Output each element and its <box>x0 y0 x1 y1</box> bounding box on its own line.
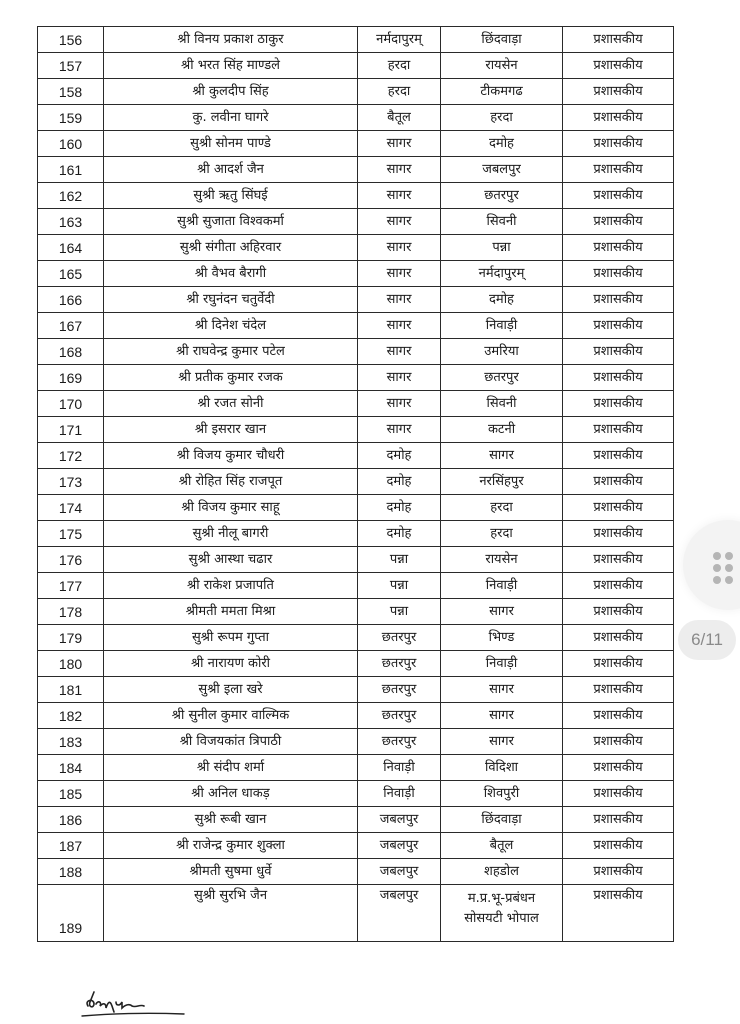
officer-name: श्री भरत सिंह माण्डले <box>104 53 358 79</box>
to-district: उमरिया <box>441 339 563 365</box>
transfer-type: प्रशासकीय <box>563 79 674 105</box>
to-district: नरसिंहपुर <box>441 469 563 495</box>
from-district: पन्ना <box>358 599 441 625</box>
serial-number: 169 <box>38 365 104 391</box>
transfer-type: प्रशासकीय <box>563 417 674 443</box>
transfer-type: प्रशासकीय <box>563 885 674 942</box>
officer-name: श्रीमती ममता मिश्रा <box>104 599 358 625</box>
transfer-type: प्रशासकीय <box>563 755 674 781</box>
table-row <box>38 313 674 339</box>
officer-name: श्री सुनील कुमार वाल्मिक <box>104 703 358 729</box>
from-district: सागर <box>358 391 441 417</box>
to-posting-line-1: म.प्र.भू-प्रबंधन <box>467 891 536 906</box>
serial-number: 163 <box>38 209 104 235</box>
to-district: छतरपुर <box>441 183 563 209</box>
from-district: दमोह <box>358 521 441 547</box>
transfer-type: प्रशासकीय <box>563 53 674 79</box>
transfer-type: प्रशासकीय <box>563 495 674 521</box>
table-row <box>38 521 674 547</box>
transfer-type: प्रशासकीय <box>563 599 674 625</box>
to-district: जबलपुर <box>441 157 563 183</box>
table-row <box>38 339 674 365</box>
from-district: नर्मदापुरम् <box>358 27 441 53</box>
to-district: निवाड़ी <box>441 313 563 339</box>
from-district: सागर <box>358 365 441 391</box>
transfer-type: प्रशासकीय <box>563 547 674 573</box>
officer-name: सुश्री सोनम पाण्डे <box>104 131 358 157</box>
table-row <box>38 79 674 105</box>
grid-dots-icon <box>713 552 733 580</box>
serial-number: 160 <box>38 131 104 157</box>
transfer-type: प्रशासकीय <box>563 157 674 183</box>
table-row <box>38 443 674 469</box>
to-district: दमोह <box>441 287 563 313</box>
officer-name: श्री कुलदीप सिंह <box>104 79 358 105</box>
to-district: रायसेन <box>441 53 563 79</box>
serial-number: 179 <box>38 625 104 651</box>
officer-name: सुश्री आस्था चढार <box>104 547 358 573</box>
transfer-type: प्रशासकीय <box>563 651 674 677</box>
serial-number: 188 <box>38 859 104 885</box>
serial-number: 181 <box>38 677 104 703</box>
officer-name: श्री नारायण कोरी <box>104 651 358 677</box>
page-indicator: 6/11 <box>678 620 736 660</box>
from-district: जबलपुर <box>358 833 441 859</box>
from-district: सागर <box>358 209 441 235</box>
transfer-type: प्रशासकीय <box>563 27 674 53</box>
officer-name: श्री आदर्श जैन <box>104 157 358 183</box>
serial-number: 176 <box>38 547 104 573</box>
to-district: निवाड़ी <box>441 651 563 677</box>
serial-number: 164 <box>38 235 104 261</box>
to-district: टीकमगढ <box>441 79 563 105</box>
from-district: जबलपुर <box>358 807 441 833</box>
officer-name: सुश्री नीलू बागरी <box>104 521 358 547</box>
officer-name: श्री वैभव बैरागी <box>104 261 358 287</box>
from-district: पन्ना <box>358 573 441 599</box>
table-row <box>38 261 674 287</box>
officer-name: कु. लवीना घागरे <box>104 105 358 131</box>
serial-number: 178 <box>38 599 104 625</box>
table-row <box>38 209 674 235</box>
officer-name: सुश्री सुरभि जैन <box>104 885 358 942</box>
table-row <box>38 53 674 79</box>
officer-name: सुश्री ऋतु सिंघई <box>104 183 358 209</box>
serial-number: 170 <box>38 391 104 417</box>
table-row <box>38 391 674 417</box>
serial-number: 171 <box>38 417 104 443</box>
officer-name: सुश्री रूबी खान <box>104 807 358 833</box>
transfer-type: प्रशासकीय <box>563 807 674 833</box>
table-row <box>38 573 674 599</box>
serial-number: 162 <box>38 183 104 209</box>
to-district: बैतूल <box>441 833 563 859</box>
transfer-type: प्रशासकीय <box>563 261 674 287</box>
table-row <box>38 651 674 677</box>
officer-name: श्री रजत सोनी <box>104 391 358 417</box>
table-row <box>38 755 674 781</box>
officer-name: श्री राघवेन्द्र कुमार पटेल <box>104 339 358 365</box>
table-row <box>38 859 674 885</box>
to-district: शहडोल <box>441 859 563 885</box>
to-district: विदिशा <box>441 755 563 781</box>
table-row <box>38 703 674 729</box>
serial-number: 177 <box>38 573 104 599</box>
transfer-type: प्रशासकीय <box>563 625 674 651</box>
officer-name: श्री राकेश प्रजापति <box>104 573 358 599</box>
table-row <box>38 235 674 261</box>
officer-name: सुश्री इला खरे <box>104 677 358 703</box>
table-row <box>38 729 674 755</box>
serial-number: 167 <box>38 313 104 339</box>
to-district: छतरपुर <box>441 365 563 391</box>
serial-number: 189 <box>38 885 104 942</box>
officer-name: श्री अनिल धाकड़ <box>104 781 358 807</box>
to-district: कटनी <box>441 417 563 443</box>
to-district: सागर <box>441 443 563 469</box>
table-row <box>38 105 674 131</box>
serial-number: 158 <box>38 79 104 105</box>
from-district: निवाड़ी <box>358 781 441 807</box>
transfer-type: प्रशासकीय <box>563 131 674 157</box>
to-posting <box>441 885 563 942</box>
from-district: छतरपुर <box>358 625 441 651</box>
from-district: छतरपुर <box>358 703 441 729</box>
from-district: सागर <box>358 235 441 261</box>
serial-number: 184 <box>38 755 104 781</box>
from-district: सागर <box>358 261 441 287</box>
serial-number: 157 <box>38 53 104 79</box>
from-district: निवाड़ी <box>358 755 441 781</box>
officer-name: श्री राजेन्द्र कुमार शुक्ला <box>104 833 358 859</box>
from-district: छतरपुर <box>358 677 441 703</box>
transfer-type: प्रशासकीय <box>563 729 674 755</box>
officer-name: श्री रोहित सिंह राजपूत <box>104 469 358 495</box>
serial-number: 174 <box>38 495 104 521</box>
from-district: सागर <box>358 157 441 183</box>
serial-number: 161 <box>38 157 104 183</box>
to-district: हरदा <box>441 105 563 131</box>
serial-number: 168 <box>38 339 104 365</box>
from-district: जबलपुर <box>358 885 441 942</box>
from-district: सागर <box>358 287 441 313</box>
officer-name: श्री प्रतीक कुमार रजक <box>104 365 358 391</box>
table-row <box>38 625 674 651</box>
serial-number: 156 <box>38 27 104 53</box>
serial-number: 185 <box>38 781 104 807</box>
transfer-type: प्रशासकीय <box>563 365 674 391</box>
from-district: छतरपुर <box>358 729 441 755</box>
table-row <box>38 27 674 53</box>
table-row <box>38 807 674 833</box>
officer-name: श्री दिनेश चंदेल <box>104 313 358 339</box>
from-district: हरदा <box>358 79 441 105</box>
transfer-type: प्रशासकीय <box>563 105 674 131</box>
to-district: शिवपुरी <box>441 781 563 807</box>
signature-image <box>80 990 190 1020</box>
table-body <box>38 27 674 942</box>
serial-number: 186 <box>38 807 104 833</box>
officer-name: श्री विजयकांत त्रिपाठी <box>104 729 358 755</box>
from-district: सागर <box>358 339 441 365</box>
table-row <box>38 547 674 573</box>
to-district: रायसेन <box>441 547 563 573</box>
transfer-type: प्रशासकीय <box>563 287 674 313</box>
from-district: दमोह <box>358 469 441 495</box>
officer-name: सुश्री सुजाता विश्वकर्मा <box>104 209 358 235</box>
to-district: सागर <box>441 599 563 625</box>
from-district: दमोह <box>358 443 441 469</box>
serial-number: 182 <box>38 703 104 729</box>
table-row <box>38 833 674 859</box>
transfer-type: प्रशासकीय <box>563 833 674 859</box>
to-district: सागर <box>441 729 563 755</box>
table-row <box>38 183 674 209</box>
serial-number: 183 <box>38 729 104 755</box>
to-district: हरदा <box>441 521 563 547</box>
transfer-type: प्रशासकीय <box>563 313 674 339</box>
to-district: निवाड़ी <box>441 573 563 599</box>
from-district: सागर <box>358 131 441 157</box>
officer-name: श्री रघुनंदन चतुर्वेदी <box>104 287 358 313</box>
transfer-type: प्रशासकीय <box>563 443 674 469</box>
from-district: दमोह <box>358 495 441 521</box>
table-row <box>38 599 674 625</box>
transfer-type: प्रशासकीय <box>563 339 674 365</box>
transfer-type: प्रशासकीय <box>563 703 674 729</box>
officer-name: श्री संदीप शर्मा <box>104 755 358 781</box>
from-district: हरदा <box>358 53 441 79</box>
transfer-type: प्रशासकीय <box>563 521 674 547</box>
from-district: सागर <box>358 183 441 209</box>
to-district: सिवनी <box>441 209 563 235</box>
table-row <box>38 495 674 521</box>
to-district: नर्मदापुरम् <box>441 261 563 287</box>
to-district: सागर <box>441 703 563 729</box>
transfer-list-table <box>37 26 674 942</box>
transfer-type: प्रशासकीय <box>563 209 674 235</box>
officer-name: श्री विजय कुमार चौधरी <box>104 443 358 469</box>
serial-number: 165 <box>38 261 104 287</box>
serial-number: 172 <box>38 443 104 469</box>
table-row <box>38 131 674 157</box>
officer-name: श्री विजय कुमार साहू <box>104 495 358 521</box>
serial-number: 159 <box>38 105 104 131</box>
officer-name: श्रीमती सुषमा धुर्वे <box>104 859 358 885</box>
transfer-type: प्रशासकीय <box>563 391 674 417</box>
table-row <box>38 417 674 443</box>
transfer-type: प्रशासकीय <box>563 781 674 807</box>
officer-name: सुश्री संगीता अहिरवार <box>104 235 358 261</box>
transfer-type: प्रशासकीय <box>563 183 674 209</box>
officer-name: श्री इसरार खान <box>104 417 358 443</box>
transfer-type: प्रशासकीय <box>563 469 674 495</box>
transfer-type: प्रशासकीय <box>563 235 674 261</box>
from-district: सागर <box>358 417 441 443</box>
table-row-last <box>38 885 674 942</box>
officer-name: श्री विनय प्रकाश ठाकुर <box>104 27 358 53</box>
to-district: पन्ना <box>441 235 563 261</box>
from-district: जबलपुर <box>358 859 441 885</box>
serial-number: 187 <box>38 833 104 859</box>
serial-number: 166 <box>38 287 104 313</box>
to-district: भिण्ड <box>441 625 563 651</box>
to-district: छिंदवाड़ा <box>441 807 563 833</box>
table-row <box>38 677 674 703</box>
table-row <box>38 365 674 391</box>
serial-number: 175 <box>38 521 104 547</box>
to-posting-line-2: सोसयटी भोपाल <box>464 911 539 926</box>
to-district: सागर <box>441 677 563 703</box>
transfer-type: प्रशासकीय <box>563 677 674 703</box>
from-district: पन्ना <box>358 547 441 573</box>
table-row <box>38 287 674 313</box>
from-district: छतरपुर <box>358 651 441 677</box>
to-district: सिवनी <box>441 391 563 417</box>
table-row <box>38 469 674 495</box>
to-district: छिंदवाड़ा <box>441 27 563 53</box>
page-grid-button[interactable] <box>683 520 740 610</box>
table-row <box>38 781 674 807</box>
serial-number: 180 <box>38 651 104 677</box>
transfer-type: प्रशासकीय <box>563 573 674 599</box>
from-district: बैतूल <box>358 105 441 131</box>
from-district: सागर <box>358 313 441 339</box>
to-district: हरदा <box>441 495 563 521</box>
serial-number: 173 <box>38 469 104 495</box>
table-row <box>38 157 674 183</box>
transfer-type: प्रशासकीय <box>563 859 674 885</box>
to-district: दमोह <box>441 131 563 157</box>
officer-name: सुश्री रूपम गुप्ता <box>104 625 358 651</box>
